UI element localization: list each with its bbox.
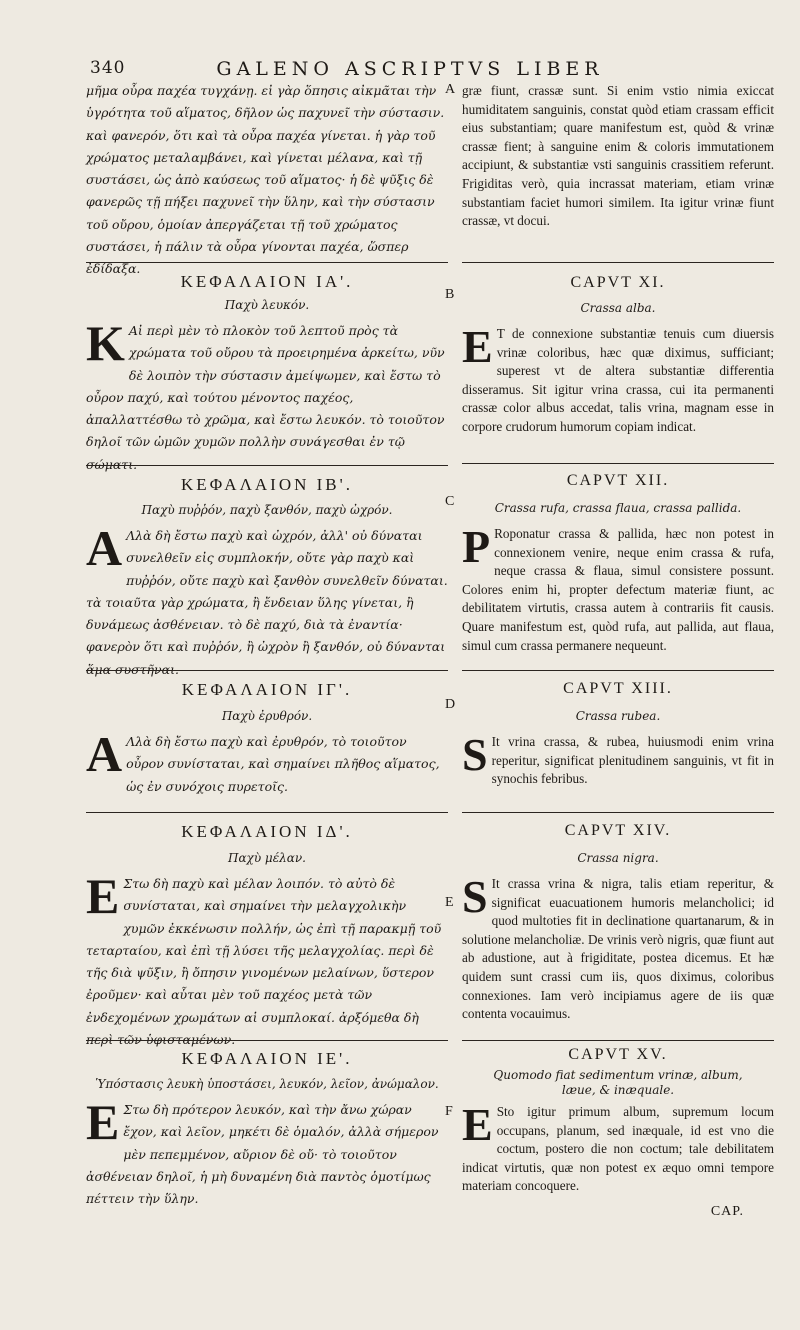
latin-chapter-subtitle: Quomodo fiat sedimentum vrinæ, album, læue, & inæquale. (493, 1068, 743, 1097)
running-title: GALENO ASCRIPTVS LIBER (216, 58, 604, 80)
latin-divider (462, 812, 774, 813)
greek-chapter-body (86, 520, 448, 677)
greek-chapter-heading: ΚΕΦΑΛΑΙΟΝ ΙΔ'. (181, 822, 353, 841)
latin-chapter-text: Roponatur crassa & pallida, hæc non potest in connexionem venire, neque enim crassa & rufa, neque crassa & flaua, simul consistere possunt. Colores enim hi, propter defectum materiæ fiunt, ac debilitatem virtutis, crassa autem à contrariis fit causis. Quare manifestum est, quòd rufa, aut pallida, aut flaua, simul cum crassa permanere nequeunt. (462, 526, 774, 653)
latin-chapter-heading: CAPVT XIV. (564, 822, 672, 839)
latin-chapter-text: T de connexione substantiæ tenuis cum diuersis vrinæ coloribus, hæc quæ diximus, sufficiant; superest vt de altera substantiæ differentia disseramus. Sit igitur vrina crassa, cui ita permanenti crassæ color albus accedat, talis vrina, magnam esse in corpore crudorum humorum copiam indicat. (462, 326, 774, 434)
latin-intro-paragraph: græ fiunt, crassæ sunt. Si enim vstio nimia exiccat humiditatem sanguinis, constat quòd etiam crassam efficit eius substantiam; quare manifestum est, quòd & vrinæ crassæ fient; à sanguine enim & coloris immutationem accipiunt, & substantiæ vsti sanguinis crassitiem referunt. Frigiditas verò, quia incrassat materiam, etiam vrinæ substantiam faciet humori similem. Ita igitur vrinæ fiunt crassæ, vt docui. (462, 83, 774, 229)
latin-chapter-subtitle: Crassa rubea. (575, 709, 661, 723)
greek-chapter-text: Στω δὴ παχὺ καὶ μέλαν λοιπόν. τὸ αὐτὸ δὲ συνίσταται, καὶ σημαίνει τὴν μελαγχολικὴν χυμῶν ἐκκένωσιν πολλήν, ὡς ἐπὶ τῇ παρακμῇ τοῦ τεταρταίου, καὶ ἐπὶ τῇ λύσει τῆς μελαγχολίας. περὶ δὲ τῆς διὰ ψῦξιν, ἢ ὄπησιν γινομένων μελαίνων, ὕστερον ἐροῦμεν· καὶ αὗται μὲν τοῦ παχέος μετὰ τῶν ἐνδεχομένων χρωμάτων αἱ συμπλοκαί. ἀρξόμεθα δὴ περὶ τῶν ὑφισταμένων. (86, 876, 442, 1048)
greek-divider (86, 1040, 448, 1041)
greek-divider (86, 262, 448, 263)
greek-chapter-text: Λλὰ δὴ ἔστω παχὺ καὶ ἐρυθρόν, τὸ τοιοῦτον οὖρον συνίσταται, καὶ σημαίνει πλῆθος αἵματος, ὡς ἐν συνόχοις πυρετοῖς. (126, 734, 440, 794)
latin-chapter-heading: CAPVT XIII. (563, 680, 673, 697)
greek-chapter-body (86, 868, 448, 1048)
latin-divider (462, 262, 774, 263)
greek-chapter-subtitle: Ὑπόστασις λευκὴ ὑποστάσει, λευκόν, λεῖον, ἀνώμαλον. (95, 1077, 439, 1091)
latin-chapter-subtitle: Crassa nigra. (577, 851, 659, 865)
latin-chapter-heading: CAPVT XI. (570, 274, 666, 291)
latin-divider (462, 1040, 774, 1041)
greek-chapter-subtitle: Παχὺ λευκόν. (224, 298, 310, 312)
greek-chapter-heading: ΚΕΦΑΛΑΙΟΝ ΙΓ'. (181, 680, 353, 699)
latin-divider (462, 670, 774, 671)
greek-chapter-heading: ΚΕΦΑΛΑΙΟΝ ΙΕ'. (181, 1049, 353, 1068)
latin-chapter-body (462, 729, 774, 793)
greek-divider (86, 812, 448, 813)
latin-chapter-body (462, 521, 774, 667)
latin-chapter-text: It crassa vrina & nigra, talis etiam reperitur, & significat euacuationem humoris melancholici; id quod multoties fit in declinatione quartanarum, & in solutione melancholiæ. De vrinis verò nigris, quæ fiunt aut ab adustione, aut à frigiditate, postea dicemus. Et hæ quidem sunt crassi cum iis, quos diximus, coloribus connexiones. Iam verò incipiamus agere de iis quæ contenta vocauimus. (462, 876, 774, 1022)
drop-cap: E (462, 321, 493, 372)
latin-chapter-body (462, 871, 774, 1037)
drop-cap: K (86, 315, 125, 371)
margin-letter-b: B (445, 287, 455, 302)
drop-cap: A (86, 726, 123, 782)
latin-chapter-body (462, 1099, 774, 1194)
greek-chapter-text: Αἰ περὶ μὲν τὸ πλοκὸν τοῦ λεπτοῦ πρὸς τὰ χρώματα τοῦ οὔρου τὰ προειρημένα ἀρκείτω, νῦν δὲ λοιπὸν τὴν σύστασιν ἀμείψωμεν, καὶ ἔστω τὸ οὖρον παχύ, καὶ τούτου μένοντος παχέος, ἀπαλλαττέσθω τὸ χρῶμα, καὶ ἔστω λευκόν. τὸ τοιοῦτον δηλοῖ τῶν ὠμῶν χυμῶν πολλὴν συνάγεσθαι ἐν τῷ σώματι. (86, 323, 445, 472)
drop-cap: S (462, 871, 488, 922)
greek-divider (86, 670, 448, 671)
latin-chapter-subtitle: Crassa rufa, crassa flaua, crassa pallida. (494, 501, 742, 515)
drop-cap: E (462, 1099, 493, 1150)
latin-chapter-heading: CAPVT XII. (566, 472, 670, 489)
margin-letter-e: E (445, 895, 454, 910)
drop-cap: E (86, 868, 120, 924)
drop-cap: A (86, 520, 123, 576)
margin-letter-c: C (445, 494, 455, 509)
greek-chapter-text: Στω δὴ πρότερον λευκόν, καὶ τὴν ἄνω χώραν ἔχον, καὶ λεῖον, μηκέτι δὲ ὁμαλόν, ἀλλὰ σήμερον μὲν πεπεμμένον, αὔριον δὲ οὔ· τὸ τοιοῦτον ἀσθένειαν δηλοῖ, ἡ μὴ δυναμένη διὰ παντὸς ὁμοτίμως πέττειν τὴν ὕλην. (86, 1102, 439, 1207)
greek-intro-paragraph: μῆμα οὖρα παχέα τυγχάνῃ. εἰ γὰρ ὅπησις αἰκμᾶται τὴν ὑγρότητα τοῦ αἵματος, δῆλον ὡς παχυνεῖ τὴν σύστασιν. καὶ φανερόν, ὅτι καὶ τὰ οὖρα παχέα γίνεται. ἡ γὰρ τοῦ χρώματος μεταλαμβάνει, καὶ γίνεται μέλανα, καὶ τῇ συστάσει, ὡς ἀπὸ καύσεως τοῦ αἵματος· ἡ δὲ ψῦξις δὲ φανερῶς τῇ πήξει παχυνεῖ τὴν ὕλην, καὶ τὴν σύστασιν τοῦ οὔρου, ὁμοίαν ἀπεργάζεται τῇ τοῦ χρώματος συστάσει, ἡ πάλιν τὰ οὖρα γίνονται παχέα, ὥσπερ ἐδίδαξα. (86, 83, 445, 277)
drop-cap: P (462, 521, 491, 572)
latin-chapter-subtitle: Crassa alba. (580, 301, 656, 315)
latin-chapter-text: It vrina crassa, & rubea, huiusmodi enim vrina reperitur, significat plenitudinem sanguinis, vt fit in synochis febribus. (491, 734, 774, 787)
greek-chapter-subtitle: Παχὺ μέλαν. (227, 851, 306, 865)
greek-divider (86, 465, 448, 466)
greek-chapter-text: Λλὰ δὴ ἔστω παχὺ καὶ ὠχρόν, ἀλλ' οὐ δύναται συνελθεῖν εἰς συμπλοκήν, οὔτε γὰρ παχὺ καὶ πυῤῥόν, οὔτε παχὺ καὶ ξανθὸν συνελθεῖν δύναται. τὰ τοιαῦτα γὰρ χρώματα, ἢ ἔνδειαν ὕλης γίνεται, ἢ δυνάμεως ἀσθένειαν. τὸ δὲ παχύ, διὰ τὰ ἐναντία· φανερὸν ὅτι καὶ πυῤῥόν, ἢ ὠχρὸν ἢ ξανθόν, οὐ δύνανται ἅμα συστῆναι. (86, 528, 448, 677)
greek-chapter-heading: ΚΕΦΑΛΑΙΟΝ ΙΒ'. (181, 475, 353, 494)
latin-chapter-text: Sto igitur primum album, supremum locum occupans, planum, sed inæquale, id est vno die coctum, postero die non coctum; tale debilitatem indicat virtutis, quæ non potest ex æquo omni tempore materiam concoquere. (462, 1104, 774, 1194)
greek-chapter-body (86, 1094, 448, 1207)
latin-chapter-heading: CAPVT XV. (568, 1046, 668, 1063)
greek-chapter-heading: ΚΕΦΑΛΑΙΟΝ ΙΑ'. (180, 272, 354, 291)
margin-letter-d: D (445, 697, 456, 712)
latin-divider (462, 463, 774, 464)
greek-chapter-subtitle: Παχὺ ἐρυθρόν. (221, 709, 313, 723)
drop-cap: S (462, 729, 488, 780)
latin-chapter-body (462, 321, 774, 450)
margin-letter-f: F (445, 1104, 453, 1119)
catchword: CAP. (710, 1204, 744, 1219)
greek-chapter-subtitle: Παχὺ πυῤῥόν, παχὺ ξανθόν, παχὺ ὠχρόν. (141, 503, 393, 517)
page-number: 340 (90, 58, 126, 78)
margin-letter-a: A (445, 82, 456, 97)
greek-chapter-body (86, 726, 448, 799)
greek-chapter-body (86, 315, 448, 472)
drop-cap: E (86, 1094, 120, 1150)
